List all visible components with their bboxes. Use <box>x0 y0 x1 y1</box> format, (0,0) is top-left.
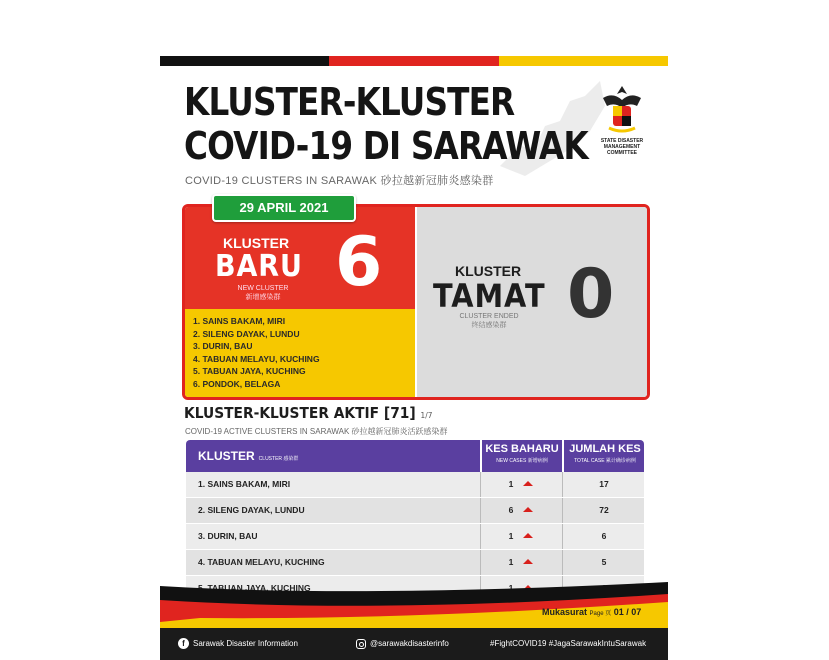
date-badge: 29 APRIL 2021 <box>212 194 356 222</box>
ended-cluster-note <box>437 313 541 330</box>
row-total-cases: 5 <box>562 550 645 575</box>
col-new-label: KES BAHARU <box>485 443 559 455</box>
page-value: 01 / 07 <box>613 607 642 617</box>
new-cluster-count: 6 <box>335 223 383 302</box>
row-total-cases: 6 <box>562 524 645 549</box>
footer-instagram[interactable] <box>356 628 449 660</box>
row-new-cases <box>480 550 561 575</box>
list-item: 3. DURIN, BAU <box>193 341 253 352</box>
list-item: 1. SAINS BAKAM, MIRI <box>193 316 286 326</box>
ended-cluster-en: CLUSTER ENDED <box>459 313 519 320</box>
table-row <box>186 524 644 550</box>
active-clusters-title <box>184 404 432 422</box>
list-item: 4. TABUAN MELAYU, KUCHING <box>193 353 320 364</box>
title-line-2: COVID-19 DI SARAWAK <box>184 124 588 168</box>
list-item: 5. TABUAN JAYA, KUCHING <box>193 366 306 377</box>
col-total-cases <box>562 440 646 472</box>
up-arrow-icon <box>523 533 533 538</box>
page-subtitle: COVID-19 CLUSTERS IN SARAWAK 砂拉越新冠肺炎感染群 <box>185 175 494 187</box>
footer-facebook[interactable] <box>178 628 298 660</box>
sdmc-logo <box>590 84 654 156</box>
instagram-label: @sarawakdisasterinfo <box>370 639 449 648</box>
new-cluster-list <box>193 315 320 391</box>
logo-caption: STATE DISASTER MANAGEMENT COMMITTEE <box>600 138 644 156</box>
col-total-sub: TOTAL CASE 累计确诊病例 <box>574 458 636 464</box>
up-arrow-icon <box>523 507 533 512</box>
footer-bar <box>160 628 668 660</box>
row-new-cases <box>480 524 561 549</box>
row-new-cases <box>480 472 561 497</box>
col-new-sub: NEW CASES 新增病例 <box>496 458 548 464</box>
ended-cluster-zh: 终结感染群 <box>471 322 507 329</box>
row-cluster-name: 2. SILENG DAYAK, LUNDU <box>198 505 305 515</box>
ended-cluster-count: 0 <box>567 255 615 334</box>
instagram-icon <box>356 639 366 649</box>
list-item: 6. PONDOK, BELAGA <box>193 378 281 389</box>
title-line-1: KLUSTER-KLUSTER <box>184 80 515 124</box>
up-arrow-icon <box>523 481 533 486</box>
row-new-cases <box>480 498 561 523</box>
list-item: 2. SILENG DAYAK, LUNDU <box>193 328 300 339</box>
ended-cluster-label: KLUSTER <box>455 263 522 279</box>
new-cluster-en: NEW CLUSTER <box>237 285 289 292</box>
col-kluster-label: KLUSTER <box>198 449 255 463</box>
page-title <box>184 80 588 168</box>
cluster-summary-box <box>182 204 650 400</box>
row-total-cases: 72 <box>562 498 645 523</box>
col-total-label: JUMLAH KES <box>569 443 641 455</box>
row-cluster-name: 5. TABUAN JAYA, KUCHING <box>198 583 311 593</box>
table-row <box>186 472 644 498</box>
col-new-cases <box>480 440 562 472</box>
row-cluster-name: 3. DURIN, BAU <box>198 531 258 541</box>
facebook-label: Sarawak Disaster Information <box>193 639 298 648</box>
page-label: Mukasurat <box>542 607 588 617</box>
row-new-value: 1 <box>508 557 514 567</box>
table-header <box>186 440 644 472</box>
active-page-fraction: 1/7 <box>420 411 433 420</box>
new-cluster-list-panel <box>185 309 415 397</box>
infographic-poster <box>160 56 668 660</box>
ended-cluster-panel <box>415 207 649 397</box>
new-cluster-label: KLUSTER <box>223 235 290 251</box>
new-cluster-panel <box>185 207 415 309</box>
row-cluster-name: 4. TABUAN MELAYU, KUCHING <box>198 557 325 567</box>
new-cluster-zh: 新增感染群 <box>245 294 281 301</box>
footer-hashtags: #FightCOVID19 #JagaSarawakIntuSarawak <box>490 639 647 648</box>
hornbill-crest-icon <box>599 84 645 136</box>
new-cluster-big-label: BARU <box>215 249 303 284</box>
row-total-cases: 17 <box>562 472 645 497</box>
new-cluster-note <box>215 285 311 302</box>
active-title-text: KLUSTER-KLUSTER AKTIF [71] <box>184 404 416 422</box>
row-new-value: 1 <box>508 479 514 489</box>
table-row <box>186 550 644 576</box>
col-kluster <box>198 440 298 472</box>
page-indicator <box>542 607 641 617</box>
row-new-value: 6 <box>508 505 514 515</box>
active-clusters-subtitle: COVID-19 ACTIVE CLUSTERS IN SARAWAK 砂拉越新冠肺炎活跃感染群 <box>185 427 448 436</box>
facebook-icon: f <box>178 638 189 649</box>
page-label-small: Page 页 <box>589 611 612 617</box>
row-new-value: 1 <box>508 583 514 593</box>
ended-cluster-big-label: TAMAT <box>433 277 546 315</box>
table-row <box>186 498 644 524</box>
row-new-value: 1 <box>508 531 514 541</box>
up-arrow-icon <box>523 559 533 564</box>
row-cluster-name: 1. SAINS BAKAM, MIRI <box>198 479 291 489</box>
sarawak-flag-stripe <box>160 56 668 66</box>
col-kluster-sub: CLUSTER 感染群 <box>258 456 299 462</box>
